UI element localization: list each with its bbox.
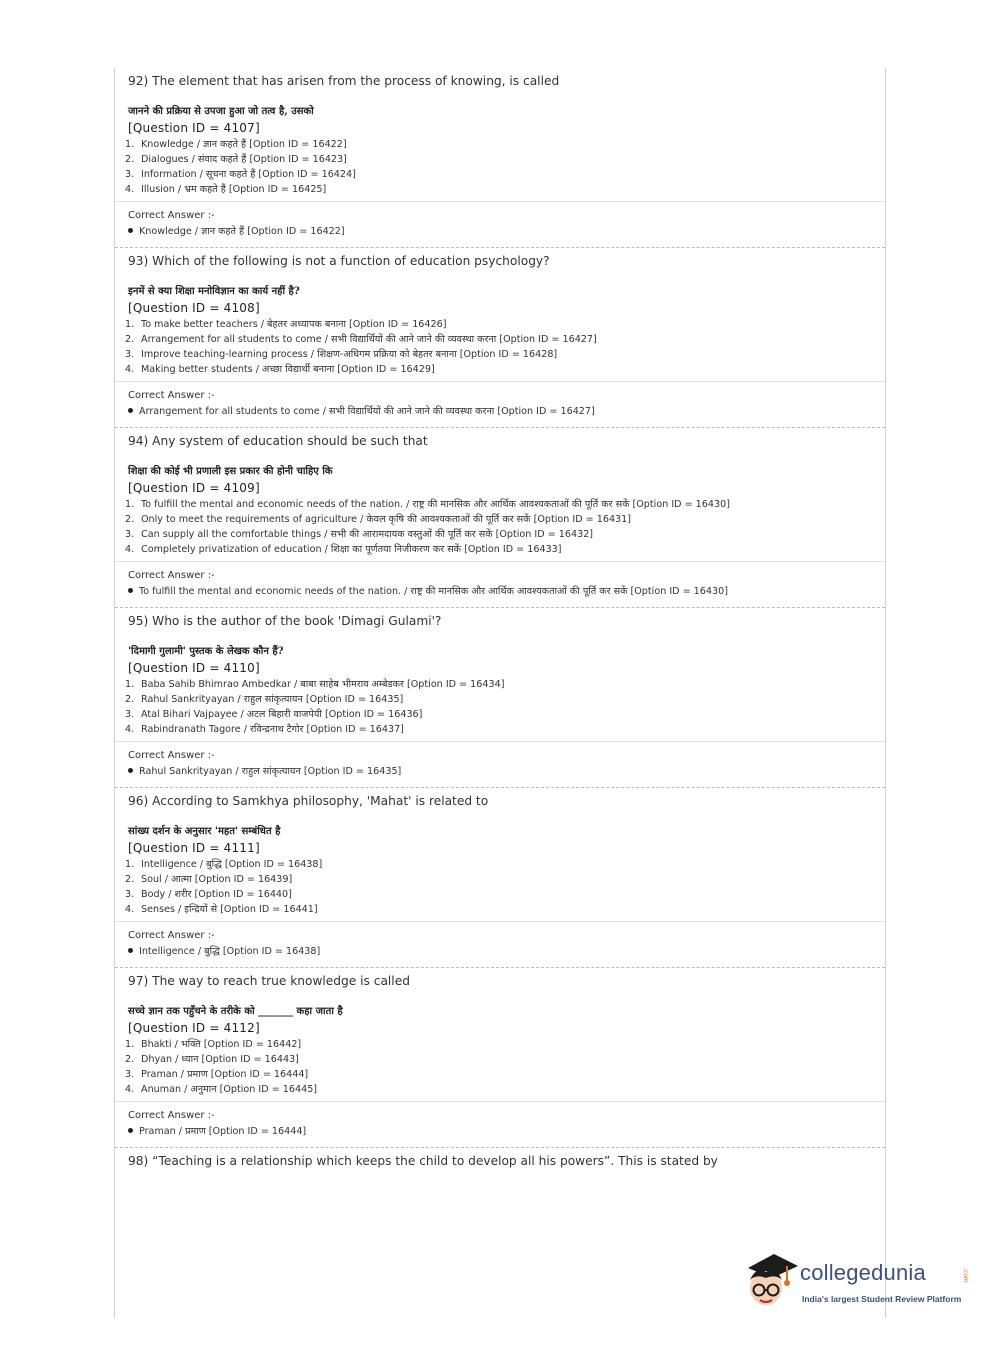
question-hindi-text: 'दिमागी गुलामी' पुस्तक के लेखक कौन हैं? [128,646,284,657]
option-text: To fulfill the mental and economic needs of the nation. / राष्ट्र की मानसिक और आर्थिक आवश्यकताओं की पूर्ति कर सकें [Option ID = 16430] [141,499,730,510]
option-number: 3. [125,1069,135,1080]
option-item [125,332,885,347]
option-number: 4. [125,724,135,735]
question-block [115,608,885,788]
bullet-icon [128,228,133,233]
question-block [115,968,885,1148]
correct-answer-value [128,224,885,240]
option-list [125,677,885,737]
question-hindi-text: सच्चे ज्ञान तक पहुँचने के तरीके को _______ कहा जाता है [128,1006,343,1017]
option-item [125,497,885,512]
question-body [115,824,885,917]
question-id: [Question ID = 4109] [128,481,260,495]
question-title: 93) Which of the following is not a function of education psychology? [128,254,550,268]
question-paper-page [114,68,886,1318]
option-number: 3. [125,709,135,720]
option-item [125,887,885,902]
question-title: 92) The element that has arisen from the process of knowing, is called [128,74,560,88]
option-item [125,677,885,692]
bullet-icon [128,768,133,773]
option-item [125,1082,885,1097]
option-number: 1. [125,1039,135,1050]
correct-answer-section [115,922,885,967]
option-text: Information / सूचना कहते हैं [Option ID = 16424] [141,169,356,180]
option-text: Soul / आत्मा [Option ID = 16439] [141,874,293,885]
question-list [115,68,885,1148]
option-list [125,317,885,377]
option-item [125,872,885,887]
option-text: Praman / प्रमाण [Option ID = 16444] [141,1069,309,1080]
correct-answer-label: Correct Answer :- [128,570,215,581]
option-number: 2. [125,874,135,885]
option-item [125,182,885,197]
option-number: 4. [125,1084,135,1095]
question-title: 95) Who is the author of the book 'Dimagi Gulami'? [128,614,442,628]
question-title: 96) According to Samkhya philosophy, 'Mahat' is related to [128,794,489,808]
option-item [125,1037,885,1052]
correct-answer-text: Intelligence / बुद्धि [Option ID = 16438] [139,946,321,957]
option-item [125,152,885,167]
option-list [125,857,885,917]
option-text: Senses / इन्द्रियों से [Option ID = 16441] [141,904,318,915]
question-hindi-text: जानने की प्रक्रिया से उपजा हुआ जो तत्व है, उसको [128,106,314,117]
question-block [115,428,885,608]
option-text: Atal Bihari Vajpayee / अटल बिहारी वाजपेयी [Option ID = 16436] [141,709,423,720]
option-text: Illusion / भ्रम कहते हैं [Option ID = 16425] [141,184,327,195]
option-item [125,167,885,182]
correct-answer-label: Correct Answer :- [128,930,215,941]
option-text: Baba Sahib Bhimrao Ambedkar / बाबा साहेब भीमराव अम्बेडकर [Option ID = 16434] [141,679,505,690]
option-text: Can supply all the comfortable things / सभी की आरामदायक वस्तुओं की पूर्ति कर सकें [Option ID = 16432] [141,529,594,540]
option-list [125,497,885,557]
option-number: 1. [125,319,135,330]
question-body [115,104,885,197]
option-number: 2. [125,334,135,345]
option-number: 3. [125,169,135,180]
option-number: 2. [125,154,135,165]
option-number: 1. [125,139,135,150]
question-body [115,644,885,737]
option-number: 1. [125,859,135,870]
option-item [125,902,885,917]
question-id: [Question ID = 4110] [128,661,260,675]
option-item [125,527,885,542]
correct-answer-label: Correct Answer :- [128,1110,215,1121]
option-text: Intelligence / बुद्धि [Option ID = 16438] [141,859,323,870]
option-text: Body / शरीर [Option ID = 16440] [141,889,292,900]
logo-dotcom: .com [962,1268,969,1283]
option-text: Improve teaching-learning process / शिक्षण-अधिगम प्रक्रिया को बेहतर बनाना [Option ID = 16428] [141,349,558,360]
correct-answer-text: Praman / प्रमाण [Option ID = 16444] [139,1126,307,1137]
bullet-icon [128,948,133,953]
question-id: [Question ID = 4108] [128,301,260,315]
option-item [125,362,885,377]
question-id: [Question ID = 4107] [128,121,260,135]
option-number: 1. [125,499,135,510]
correct-answer-section [115,202,885,247]
question-title: 98) “Teaching is a relationship which keeps the child to develop all his powers”. This is stated by [128,1154,718,1168]
option-item [125,692,885,707]
option-text: Making better students / अच्छा विद्यार्थी बनाना [Option ID = 16429] [141,364,435,375]
option-text: Anuman / अनुमान [Option ID = 16445] [141,1084,318,1095]
option-text: Knowledge / ज्ञान कहते हैं [Option ID = 16422] [141,139,347,150]
option-number: 3. [125,889,135,900]
option-text: Arrangement for all students to come / सभी विद्यार्थियों की आने जाने की व्यवस्था करना [Option ID = 16427] [141,334,597,345]
correct-answer-label: Correct Answer :- [128,390,215,401]
option-item [125,137,885,152]
question-hindi-text: सांख्य दर्शन के अनुसार 'महत' सम्बंधित है [128,826,281,837]
option-text: Dhyan / ध्यान [Option ID = 16443] [141,1054,299,1065]
question-title: 97) The way to reach true knowledge is called [128,974,410,988]
correct-answer-section [115,562,885,607]
option-list [125,137,885,197]
option-number: 2. [125,514,135,525]
correct-answer-value [128,1124,885,1140]
bullet-icon [128,1128,133,1133]
question-body [115,284,885,377]
correct-answer-text: Rahul Sankrityayan / राहुल सांकृत्यायन [Option ID = 16435] [139,766,402,777]
option-number: 3. [125,349,135,360]
option-text: Rahul Sankrityayan / राहुल सांकृत्यायन [Option ID = 16435] [141,694,404,705]
correct-answer-text: Knowledge / ज्ञान कहते हैं [Option ID = 16422] [139,226,345,237]
option-item [125,512,885,527]
question-id: [Question ID = 4112] [128,1021,260,1035]
option-item [125,722,885,737]
correct-answer-text: Arrangement for all students to come / सभी विद्यार्थियों की आने जाने की व्यवस्था करना [Option ID = 16427] [139,406,595,417]
option-number: 4. [125,184,135,195]
mascot-icon [742,1250,800,1310]
correct-answer-value [128,404,885,420]
option-item [125,1052,885,1067]
option-number: 1. [125,679,135,690]
question-hindi-text: शिक्षा की कोई भी प्रणाली इस प्रकार की होनी चाहिए कि [128,466,333,477]
question-block [115,68,885,248]
correct-answer-value [128,584,885,600]
option-item [125,347,885,362]
option-number: 4. [125,544,135,555]
option-text: To make better teachers / बेहतर अध्यापक बनाना [Option ID = 16426] [141,319,447,330]
bullet-icon [128,588,133,593]
question-hindi-text: इनमें से क्या शिक्षा मनोविज्ञान का कार्य नहीं है? [128,286,300,297]
option-text: Bhakti / भक्ति [Option ID = 16442] [141,1039,302,1050]
question-98 [115,1148,885,1184]
collegedunia-logo[interactable] [742,1250,972,1310]
option-number: 2. [125,1054,135,1065]
option-item [125,707,885,722]
question-body [115,1004,885,1097]
correct-answer-section [115,1102,885,1147]
option-item [125,542,885,557]
option-item [125,1067,885,1082]
option-number: 3. [125,529,135,540]
logo-wordmark: collegedunia [800,1260,926,1285]
option-number: 2. [125,694,135,705]
correct-answer-section [115,742,885,787]
option-number: 4. [125,364,135,375]
correct-answer-label: Correct Answer :- [128,210,215,221]
question-title: 94) Any system of education should be such that [128,434,428,448]
option-text: Rabindranath Tagore / रविन्द्रनाथ टैगोर [Option ID = 16437] [141,724,404,735]
option-item [125,317,885,332]
correct-answer-label: Correct Answer :- [128,750,215,761]
option-number: 4. [125,904,135,915]
option-text: Dialogues / संवाद कहते हैं [Option ID = 16423] [141,154,347,165]
correct-answer-text: To fulfill the mental and economic needs of the nation. / राष्ट्र की मानसिक और आर्थिक आवश्यकताओं की पूर्ति कर सकें [Option ID = 16430] [139,586,728,597]
question-body [115,464,885,557]
correct-answer-section [115,382,885,427]
question-block [115,788,885,968]
option-text: Completely privatization of education / शिक्षा का पूर्णतया निजीकरण कर सकें [Option ID = 16433] [141,544,562,555]
option-list [125,1037,885,1097]
correct-answer-value [128,764,885,780]
option-item [125,857,885,872]
question-id: [Question ID = 4111] [128,841,260,855]
bullet-icon [128,408,133,413]
correct-answer-value [128,944,885,960]
question-block [115,248,885,428]
logo-tagline: India's largest Student Review Platform [802,1294,962,1304]
option-text: Only to meet the requirements of agriculture / केवल कृषि की आवश्यकताओं की पूर्ति कर सकें [Option ID = 16431] [141,514,631,525]
